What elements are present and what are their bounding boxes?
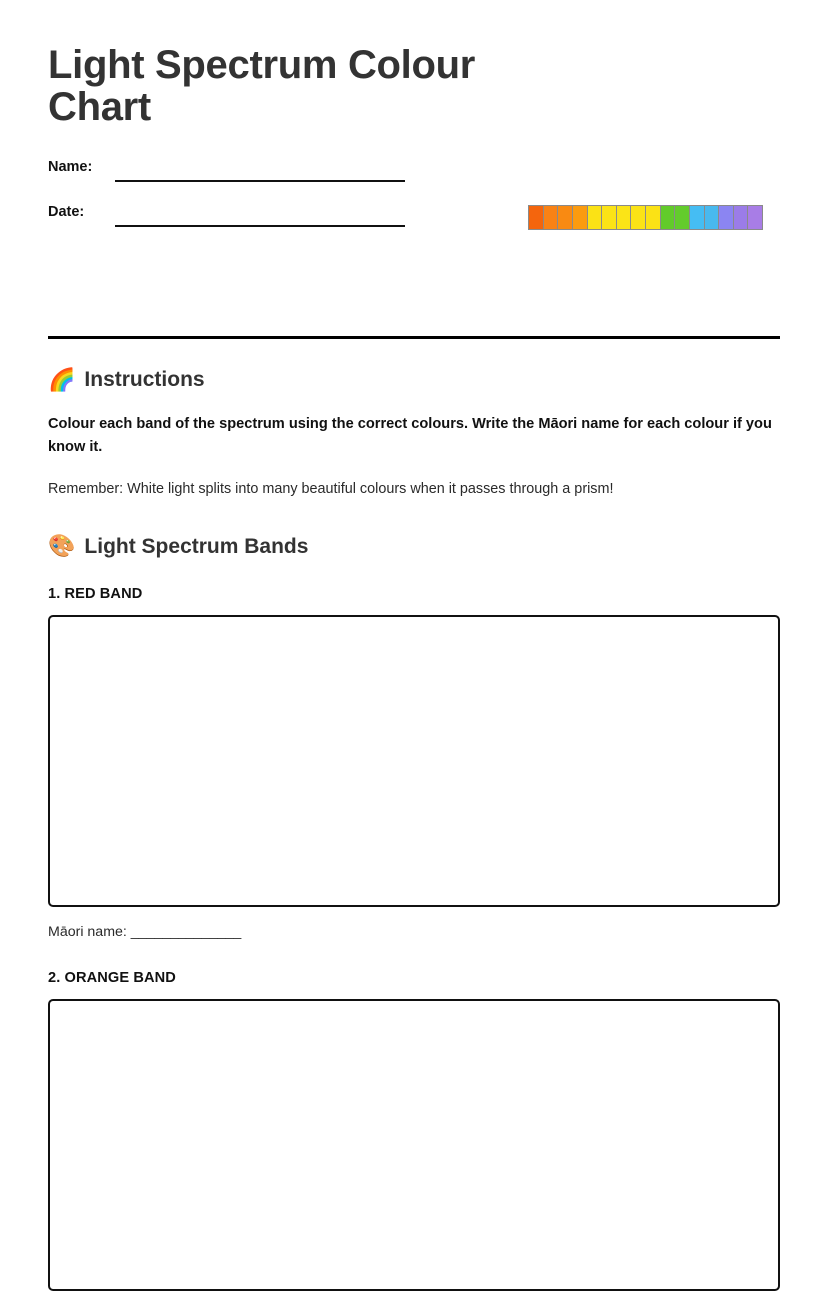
spectrum-segment-2 [544, 206, 558, 229]
header-divider-rule [48, 336, 780, 339]
bands-section-heading [48, 535, 780, 558]
spectrum-segment-10 [661, 206, 675, 229]
page-title: Light Spectrum Colour Chart [48, 43, 476, 130]
name-field-input-line[interactable] [115, 180, 405, 182]
instructions-heading-label: Instructions [84, 368, 205, 391]
field-row-name [48, 156, 528, 201]
main-content [48, 368, 780, 1291]
date-field-label: Date: [48, 204, 85, 220]
spectrum-swatch-strip [528, 205, 763, 230]
spectrum-segment-12 [690, 206, 704, 229]
palette-icon: 🎨 [48, 533, 76, 559]
band-group-orange [48, 970, 780, 1291]
rainbow-icon: 🌈 [48, 366, 76, 392]
spectrum-segment-6 [602, 206, 616, 229]
spectrum-segment-1 [529, 206, 543, 229]
band-group-red [48, 586, 780, 940]
bands-heading-label: Light Spectrum Bands [84, 534, 309, 558]
faint-watermark-artifact [555, 52, 705, 68]
spectrum-segment-16 [748, 206, 762, 229]
date-field-input-line[interactable] [115, 225, 405, 227]
spectrum-segment-13 [705, 206, 719, 229]
spectrum-segment-4 [573, 206, 587, 229]
band-colouring-box-red[interactable] [48, 615, 780, 907]
spectrum-segment-14 [719, 206, 733, 229]
document-header [48, 44, 528, 129]
spectrum-segment-11 [675, 206, 689, 229]
spectrum-segment-3 [558, 206, 572, 229]
spectrum-segment-8 [631, 206, 645, 229]
band-title-orange: 2. ORANGE BAND [48, 969, 176, 986]
field-row-date [48, 201, 528, 246]
name-date-fields [48, 156, 528, 246]
spectrum-segment-15 [734, 206, 748, 229]
spectrum-segment-7 [617, 206, 631, 229]
band-title-red: 1. RED BAND [48, 585, 143, 602]
instructions-note-text: Remember: White light splits into many beautiful colours when it passes through a prism! [48, 481, 614, 498]
spectrum-segment-9 [646, 206, 660, 229]
spectrum-segment-5 [588, 206, 602, 229]
instructions-primary-text: Colour each band of the spectrum using the correct colours. Write the Māori name for each colour if you know it. [48, 416, 772, 456]
band-maori-name-red[interactable]: Māori name: ______________ [48, 923, 242, 940]
band-colouring-box-orange[interactable] [48, 999, 780, 1291]
name-field-label: Name: [48, 159, 93, 175]
instructions-heading [48, 368, 780, 391]
